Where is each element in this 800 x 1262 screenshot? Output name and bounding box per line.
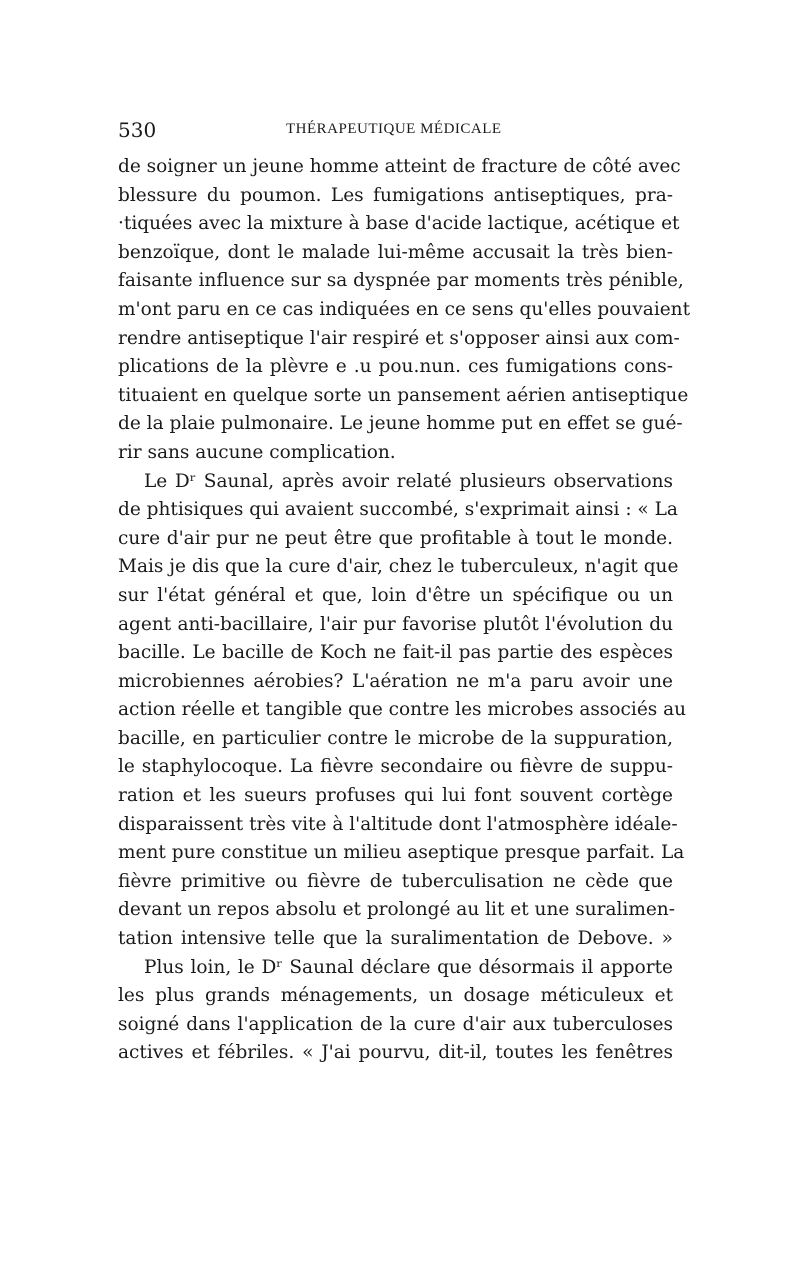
text-line: ment pure constitue un milieu aseptique presque parfait. La [118, 842, 685, 864]
body-text [118, 153, 691, 1068]
text-line: rir sans aucune complication. [118, 441, 396, 463]
text-line: bacille. Le bacille de Koch ne fait-il pas partie des espèces [118, 642, 673, 664]
text-line: plications de la plèvre e .u pou.nun. ces fumigations cons- [118, 356, 673, 378]
text-line: devant un repos absolu et prolongé au lit et une suralimen- [118, 899, 675, 921]
text-line: tituaient en quelque sorte un pansement aérien antiseptique [118, 384, 689, 406]
text-line: sur l'état général et que, loin d'être un spécifique ou un [118, 584, 673, 606]
text-line: blessure du poumon. Les fumigations antiseptiques, pra- [118, 184, 673, 206]
text-line: de la plaie pulmonaire. Le jeune homme put en effet se gué- [118, 413, 683, 435]
text-line: ration et les sueurs profuses qui lui font souvent cortège [118, 785, 673, 807]
text-line: ·tiquées avec la mixture à base d'acide lactique, acétique et [118, 213, 680, 235]
text-line: m'ont paru en ce cas indiquées en ce sens qu'elles pouvaient [118, 298, 691, 320]
text-line: faisante influence sur sa dyspnée par moments très pénible, [118, 270, 684, 292]
page-number: 530 [118, 118, 157, 142]
text-line: microbiennes aérobies? L'aération ne m'a paru avoir une [118, 670, 673, 692]
text-line: actives et fébriles. « J'ai pourvu, dit-il, toutes les fenêtres [118, 1042, 673, 1064]
text-line: Mais je dis que la cure d'air, chez le tuberculeux, n'agit que [118, 556, 679, 578]
text-line: de phtisiques qui avaient succombé, s'exprimait ainsi : « La [118, 499, 678, 521]
text-line: bacille, en particulier contre le microbe de la suppuration, [118, 727, 673, 749]
text-line: tation intensive telle que la suralimentation de Debove. » [118, 928, 673, 950]
text-line: cure d'air pur ne peut être que profitable à tout le monde. [118, 527, 673, 549]
text-line: action réelle et tangible que contre les microbes associés au [118, 699, 687, 721]
running-title: THÉRAPEUTIQUE MÉDICALE [286, 121, 502, 137]
text-line: Le Dʳ Saunal, après avoir relaté plusieurs observations [144, 470, 673, 492]
text-line: disparaissent très vite à l'altitude dont l'atmosphère idéale- [118, 813, 678, 835]
text-line: le staphylocoque. La fièvre secondaire ou fièvre de suppu- [118, 756, 673, 778]
text-line: benzoïque, dont le malade lui-même accusait la très bien- [118, 241, 673, 263]
text-line: rendre antiseptique l'air respiré et s'opposer ainsi aux com- [118, 327, 680, 349]
running-head [118, 118, 678, 142]
text-line: agent anti-bacillaire, l'air pur favorise plutôt l'évolution du [118, 613, 673, 635]
text-line: Plus loin, le Dʳ Saunal déclare que désormais il apporte [144, 956, 673, 978]
text-line: de soigner un jeune homme atteint de fracture de côté avec [118, 156, 681, 177]
text-line: soigné dans l'application de la cure d'air aux tuberculoses [118, 1013, 673, 1035]
text-line: les plus grands ménagements, un dosage méticuleux et [118, 985, 673, 1007]
text-line: fièvre primitive ou fièvre de tuberculisation ne cède que [118, 870, 673, 892]
